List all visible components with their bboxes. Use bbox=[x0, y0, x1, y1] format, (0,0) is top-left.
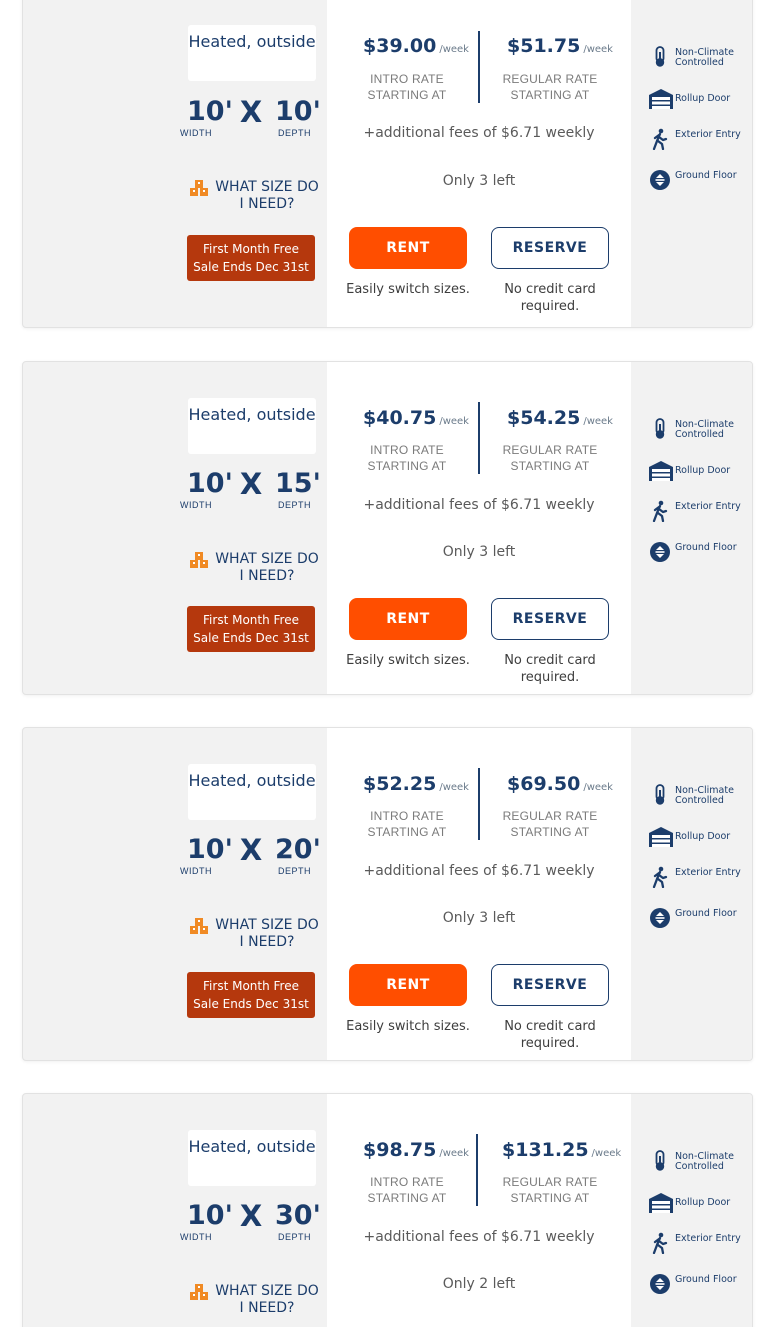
unit-card bbox=[22, 727, 753, 1061]
additional-fees: +additional fees of $6.71 weekly bbox=[363, 863, 595, 879]
price-period: /week bbox=[439, 1148, 469, 1159]
depth-label: DEPTH bbox=[278, 1232, 312, 1242]
dimension-separator: X bbox=[239, 833, 263, 867]
promo-badge bbox=[187, 972, 315, 1018]
regular-price-value: $51.75 bbox=[507, 35, 581, 57]
promo-badge bbox=[187, 606, 315, 652]
promo-line-2: Sale Ends Dec 31st bbox=[193, 997, 309, 1011]
intro-rate-label: INTRO RATE STARTING AT bbox=[367, 443, 447, 473]
boxes-icon bbox=[189, 917, 209, 935]
features-column bbox=[631, 728, 753, 1060]
reserve-note: No credit card required. bbox=[504, 653, 596, 685]
walking-person-icon bbox=[649, 866, 671, 888]
unit-depth: 10' bbox=[275, 96, 321, 127]
size-guide-text: WHAT SIZE DO I NEED? bbox=[215, 917, 319, 950]
boxes-icon bbox=[189, 179, 209, 197]
feature-floor bbox=[649, 907, 753, 929]
price-period: /week bbox=[439, 782, 469, 793]
garage-door-icon bbox=[648, 460, 674, 482]
pricing-column bbox=[327, 362, 631, 694]
regular-price bbox=[502, 1139, 621, 1161]
size-guide-text: WHAT SIZE DO I NEED? bbox=[215, 551, 319, 584]
size-guide-text: WHAT SIZE DO I NEED? bbox=[215, 1283, 319, 1316]
feature-label: Rollup Door bbox=[675, 93, 731, 104]
feature-climate bbox=[649, 46, 753, 68]
regular-rate-label: REGULAR RATE STARTING AT bbox=[502, 809, 598, 839]
feature-label: Non-Climate Controlled bbox=[675, 1151, 734, 1172]
walking-person-icon bbox=[649, 128, 671, 150]
promo-line-1: First Month Free bbox=[203, 979, 299, 993]
feature-entry bbox=[649, 128, 753, 150]
unit-width: 10' bbox=[187, 96, 233, 127]
intro-rate-label: INTRO RATE STARTING AT bbox=[367, 72, 447, 102]
feature-door bbox=[649, 826, 753, 848]
availability-count: Only 3 left bbox=[442, 544, 516, 560]
dimension-separator: X bbox=[239, 467, 263, 501]
rent-note: Easily switch sizes. bbox=[346, 653, 470, 668]
feature-label: Exterior Entry bbox=[675, 1233, 741, 1244]
size-guide-text: WHAT SIZE DO I NEED? bbox=[215, 179, 319, 212]
feature-door bbox=[649, 1192, 753, 1214]
elevator-arrows-icon bbox=[649, 169, 671, 191]
additional-fees: +additional fees of $6.71 weekly bbox=[363, 1229, 595, 1245]
price-period: /week bbox=[591, 1148, 622, 1159]
regular-price bbox=[507, 773, 613, 795]
rent-button[interactable]: RENT bbox=[349, 964, 467, 1006]
rent-button[interactable]: RENT bbox=[349, 227, 467, 269]
depth-label: DEPTH bbox=[278, 500, 312, 510]
feature-label: Exterior Entry bbox=[675, 129, 741, 140]
unit-card bbox=[22, 0, 753, 328]
feature-label: Exterior Entry bbox=[675, 501, 741, 512]
feature-climate bbox=[649, 784, 753, 806]
price-period: /week bbox=[583, 416, 613, 427]
price-period: /week bbox=[583, 782, 613, 793]
intro-rate-label: INTRO RATE STARTING AT bbox=[367, 809, 447, 839]
intro-rate-label: INTRO RATE STARTING AT bbox=[367, 1175, 447, 1205]
feature-label: Ground Floor bbox=[675, 170, 737, 181]
features-column bbox=[631, 0, 753, 327]
thermometer-icon bbox=[649, 784, 671, 806]
regular-price-value: $131.25 bbox=[502, 1139, 589, 1161]
width-label: WIDTH bbox=[180, 1232, 212, 1242]
dimension-separator: X bbox=[239, 95, 263, 129]
feature-label: Ground Floor bbox=[675, 908, 737, 919]
unit-card bbox=[22, 361, 753, 695]
feature-label: Non-Climate Controlled bbox=[675, 419, 734, 440]
thermometer-icon bbox=[649, 1150, 671, 1172]
feature-door bbox=[649, 460, 753, 482]
feature-label: Ground Floor bbox=[675, 1274, 737, 1285]
feature-door bbox=[649, 88, 753, 110]
features-column bbox=[631, 1094, 753, 1327]
dimension-separator: X bbox=[239, 1199, 263, 1233]
unit-type-label: Heated, outside bbox=[188, 25, 316, 81]
depth-label: DEPTH bbox=[278, 866, 312, 876]
unit-type-label: Heated, outside bbox=[188, 398, 316, 454]
unit-size-column bbox=[23, 362, 327, 694]
unit-type-label: Heated, outside bbox=[188, 764, 316, 820]
availability-count: Only 3 left bbox=[442, 910, 516, 926]
unit-size-column bbox=[23, 1094, 327, 1327]
intro-price-value: $39.00 bbox=[363, 35, 437, 57]
unit-width: 10' bbox=[187, 834, 233, 865]
rent-note: Easily switch sizes. bbox=[346, 282, 470, 297]
promo-line-2: Sale Ends Dec 31st bbox=[193, 260, 309, 274]
feature-floor bbox=[649, 169, 753, 191]
feature-floor bbox=[649, 541, 753, 563]
regular-price-value: $69.50 bbox=[507, 773, 581, 795]
boxes-icon bbox=[189, 551, 209, 569]
availability-count: Only 3 left bbox=[442, 173, 516, 189]
additional-fees: +additional fees of $6.71 weekly bbox=[363, 497, 595, 513]
feature-label: Rollup Door bbox=[675, 1197, 731, 1208]
price-divider bbox=[478, 402, 480, 474]
intro-price bbox=[363, 773, 469, 795]
regular-rate-label: REGULAR RATE STARTING AT bbox=[502, 72, 598, 102]
regular-price bbox=[507, 407, 613, 429]
intro-price-value: $98.75 bbox=[363, 1139, 437, 1161]
width-label: WIDTH bbox=[180, 500, 212, 510]
availability-count: Only 2 left bbox=[442, 1276, 516, 1292]
intro-price bbox=[363, 407, 469, 429]
width-label: WIDTH bbox=[180, 866, 212, 876]
rent-button[interactable]: RENT bbox=[349, 598, 467, 640]
intro-price bbox=[363, 35, 469, 57]
feature-label: Non-Climate Controlled bbox=[675, 47, 734, 68]
price-period: /week bbox=[439, 44, 469, 55]
reserve-note: No credit card required. bbox=[504, 282, 596, 314]
price-divider bbox=[478, 31, 480, 103]
feature-entry bbox=[649, 866, 753, 888]
unit-depth: 15' bbox=[275, 468, 321, 499]
garage-door-icon bbox=[648, 1192, 674, 1214]
width-label: WIDTH bbox=[180, 128, 212, 138]
promo-line-1: First Month Free bbox=[203, 613, 299, 627]
pricing-column bbox=[327, 728, 631, 1060]
feature-climate bbox=[649, 418, 753, 440]
unit-depth: 30' bbox=[275, 1200, 321, 1231]
intro-price-value: $52.25 bbox=[363, 773, 437, 795]
feature-entry bbox=[649, 1232, 753, 1254]
regular-price bbox=[507, 35, 613, 57]
intro-price bbox=[363, 1139, 469, 1161]
intro-price-value: $40.75 bbox=[363, 407, 437, 429]
feature-label: Ground Floor bbox=[675, 542, 737, 553]
unit-depth: 20' bbox=[275, 834, 321, 865]
pricing-column bbox=[327, 0, 631, 327]
feature-floor bbox=[649, 1273, 753, 1295]
unit-width: 10' bbox=[187, 1200, 233, 1231]
thermometer-icon bbox=[649, 418, 671, 440]
regular-price-value: $54.25 bbox=[507, 407, 581, 429]
feature-label: Exterior Entry bbox=[675, 867, 741, 878]
price-divider bbox=[478, 768, 480, 840]
reserve-button[interactable]: RESERVE bbox=[491, 598, 609, 640]
pricing-column bbox=[327, 1094, 631, 1327]
unit-size-column bbox=[23, 728, 327, 1060]
promo-line-2: Sale Ends Dec 31st bbox=[193, 631, 309, 645]
elevator-arrows-icon bbox=[649, 541, 671, 563]
promo-badge bbox=[187, 235, 315, 281]
garage-door-icon bbox=[648, 88, 674, 110]
feature-label: Non-Climate Controlled bbox=[675, 785, 734, 806]
regular-rate-label: REGULAR RATE STARTING AT bbox=[502, 443, 598, 473]
unit-width: 10' bbox=[187, 468, 233, 499]
unit-size-column bbox=[23, 0, 327, 327]
regular-rate-label: REGULAR RATE STARTING AT bbox=[502, 1175, 598, 1205]
price-period: /week bbox=[439, 416, 469, 427]
thermometer-icon bbox=[649, 46, 671, 68]
feature-climate bbox=[649, 1150, 753, 1172]
additional-fees: +additional fees of $6.71 weekly bbox=[363, 125, 595, 141]
unit-card bbox=[22, 1093, 753, 1327]
feature-label: Rollup Door bbox=[675, 831, 731, 842]
reserve-button[interactable]: RESERVE bbox=[491, 964, 609, 1006]
elevator-arrows-icon bbox=[649, 1273, 671, 1295]
features-column bbox=[631, 362, 753, 694]
reserve-button[interactable]: RESERVE bbox=[491, 227, 609, 269]
depth-label: DEPTH bbox=[278, 128, 312, 138]
feature-label: Rollup Door bbox=[675, 465, 731, 476]
price-period: /week bbox=[583, 44, 613, 55]
garage-door-icon bbox=[648, 826, 674, 848]
walking-person-icon bbox=[649, 500, 671, 522]
rent-note: Easily switch sizes. bbox=[346, 1019, 470, 1034]
promo-line-1: First Month Free bbox=[203, 242, 299, 256]
walking-person-icon bbox=[649, 1232, 671, 1254]
reserve-note: No credit card required. bbox=[504, 1019, 596, 1051]
boxes-icon bbox=[189, 1283, 209, 1301]
feature-entry bbox=[649, 500, 753, 522]
elevator-arrows-icon bbox=[649, 907, 671, 929]
unit-type-label: Heated, outside bbox=[188, 1130, 316, 1186]
price-divider bbox=[476, 1134, 478, 1206]
